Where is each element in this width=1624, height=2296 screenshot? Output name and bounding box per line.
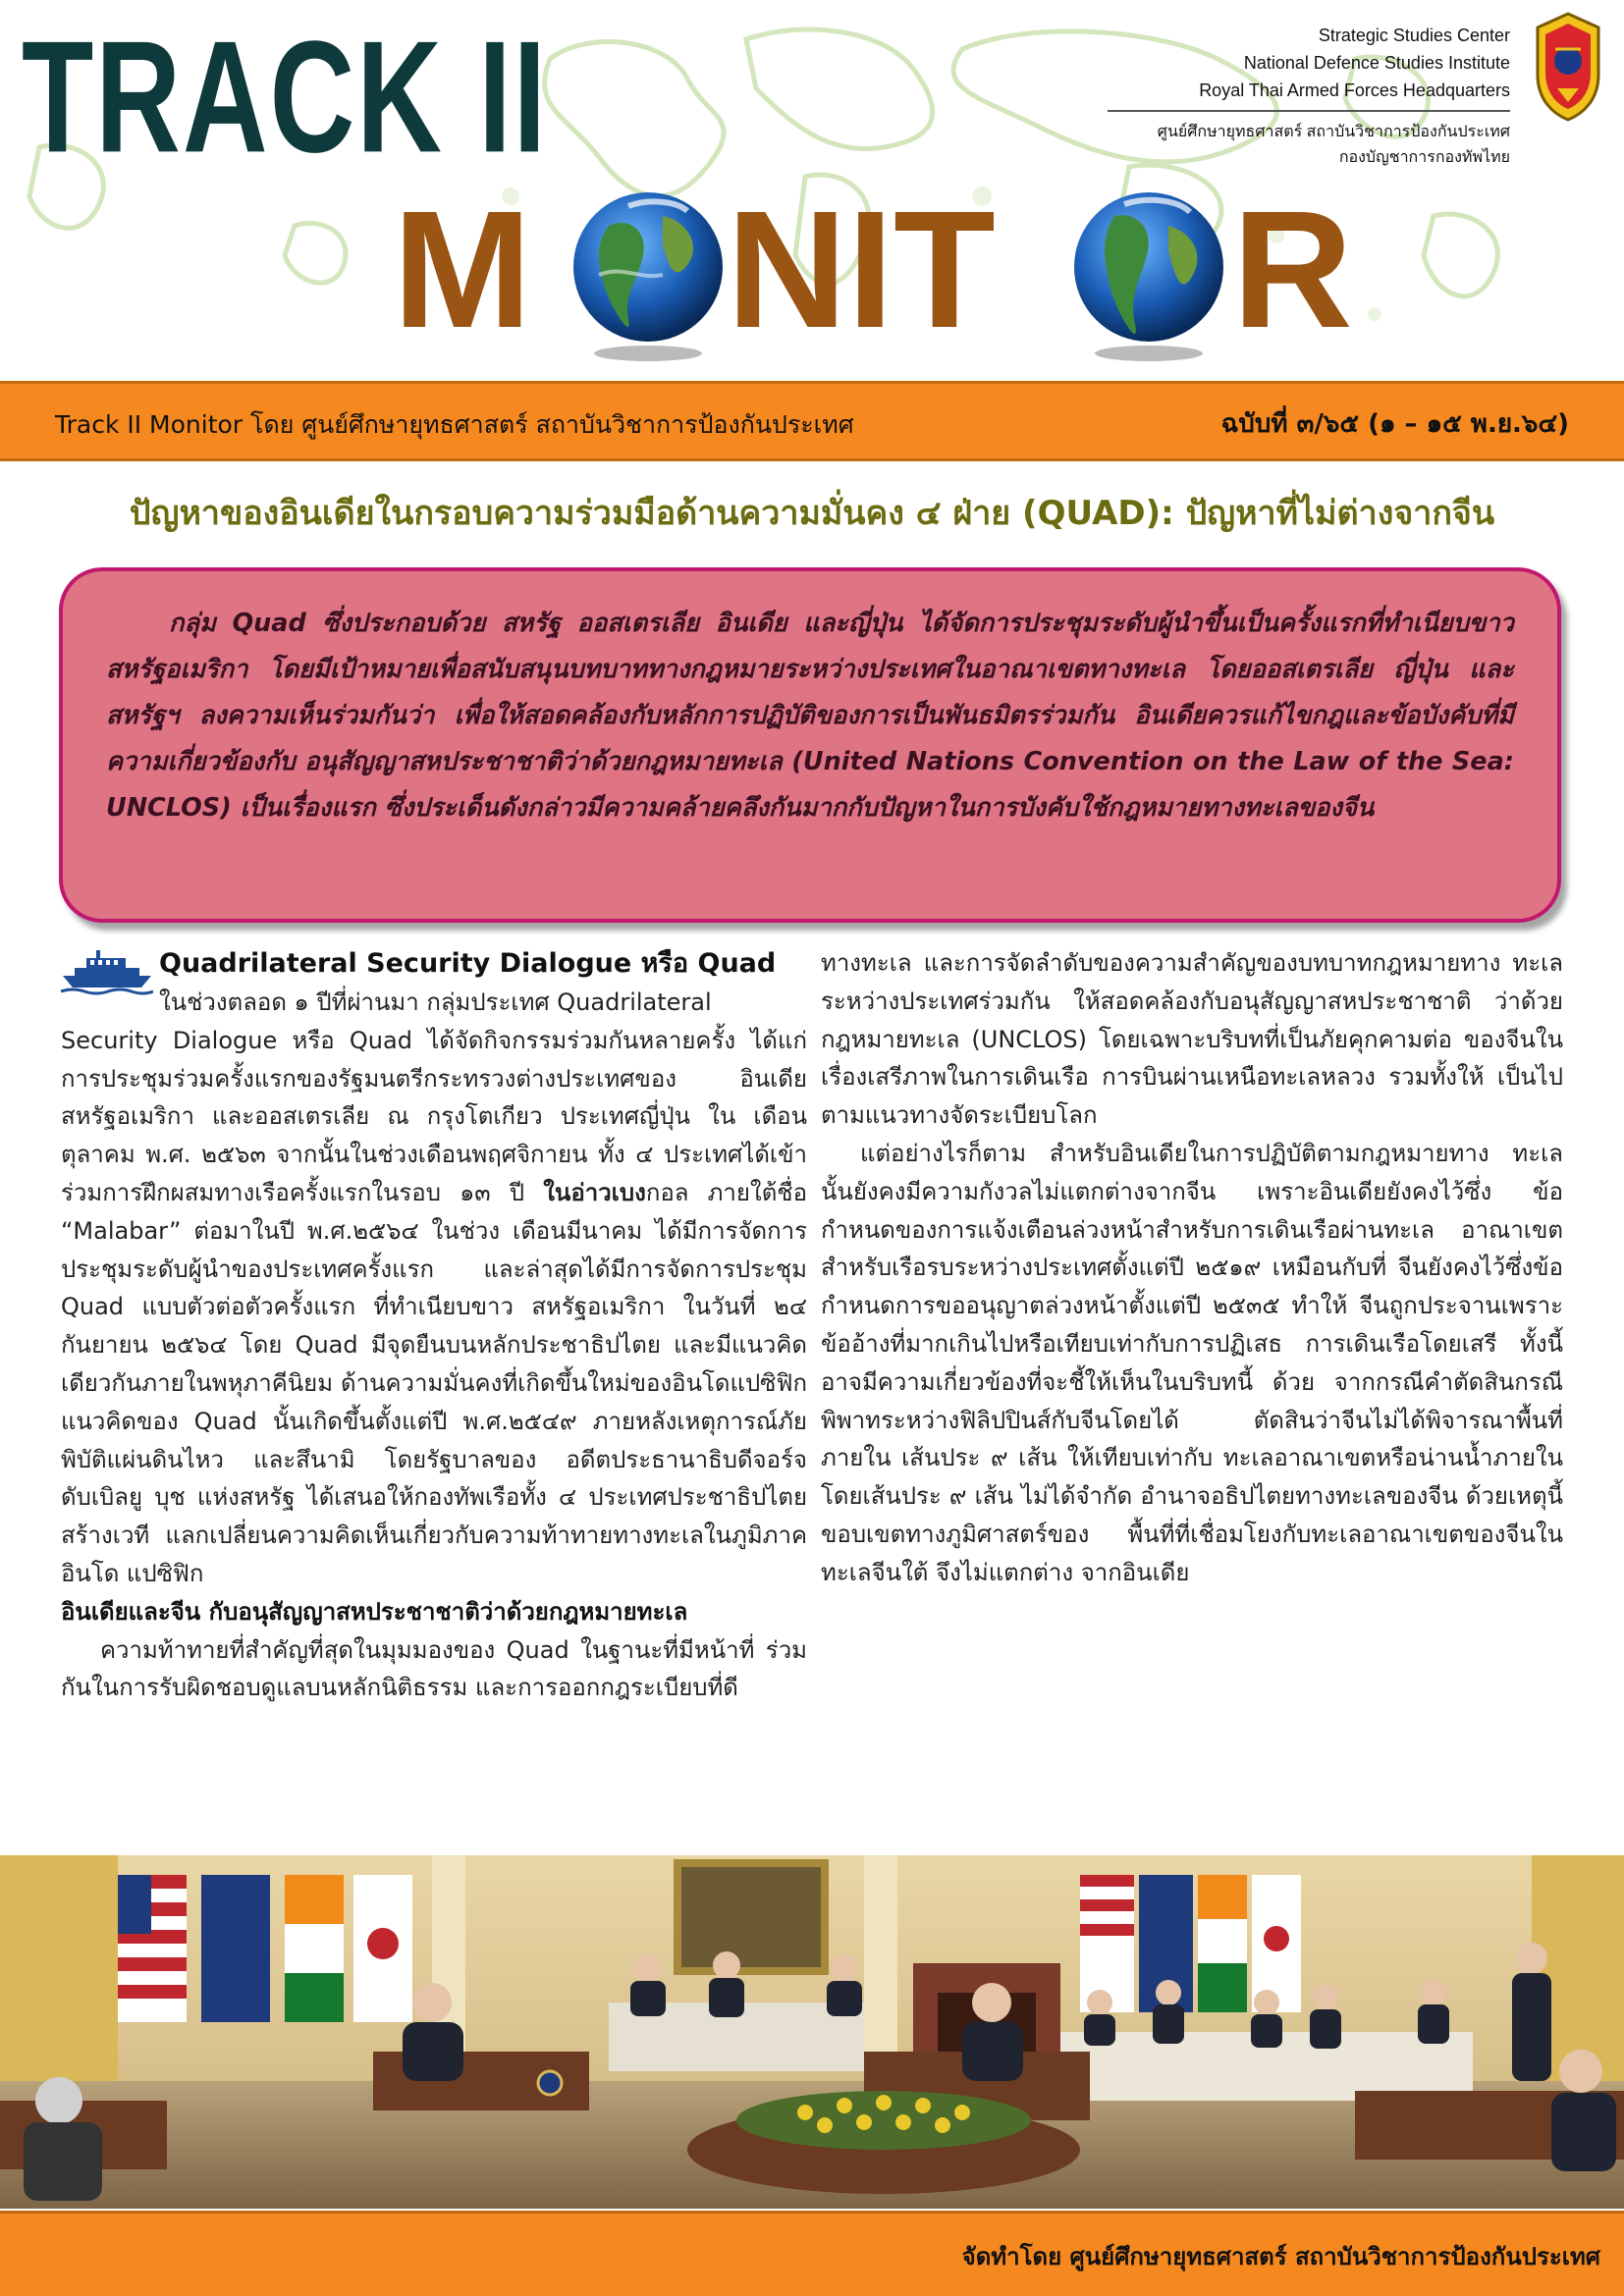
monitor-letter-m: M bbox=[393, 177, 532, 363]
unclos-paragraph: ความท้าทายที่สำคัญที่สุดในมุมมองของ Quad ในฐานะที่มีหน้าที่ ร่วมกันในการรับผิดชอบดูแลบนหลักนิติธรรม และการออกกฎระเบียบที่ดี bbox=[61, 1635, 807, 1702]
monitor-letters-nit: NIT bbox=[727, 177, 996, 363]
issue-bar bbox=[0, 381, 1624, 461]
flags-left bbox=[118, 1875, 412, 2022]
right-paragraph-1: ทางทะเล และการจัดลำดับของความสำคัญของบทบาทกฎหมายทาง ทะเลระหว่างประเทศร่วมกัน ให้สอดคล้องกับอนุสัญญาสหประชาชาติ ว่าด้วยกฎหมายทะเล (UNCLOS) โดยเฉพาะบริบทที่เป็นภัยคุกคามต่อ ของจีนในเรื่องเสรีภาพในการเดินเรือ การบินผ่านเหนือทะเลหลวง รวมทั้งให้ เป็นไปตามแนวทางจัดระเบียบโลก bbox=[821, 949, 1563, 1130]
left-column bbox=[61, 944, 807, 1707]
org-en-line-1: Strategic Studies Center bbox=[1318, 26, 1510, 45]
org-divider bbox=[1108, 110, 1510, 112]
footer-bar bbox=[0, 2211, 1624, 2296]
track-ii-title: TRACK II bbox=[22, 8, 548, 187]
quad-paragraph-lead: ในช่วงตลอด ๑ ปีที่ผ่านมา กลุ่มประเทศ Quadrilateral bbox=[159, 988, 712, 1016]
quad-summit-photo bbox=[0, 1855, 1624, 2209]
article-headline: ปัญหาของอินเดียในกรอบความร่วมมือด้านความมั่นคง ๔ ฝ่าย (QUAD): ปัญหาที่ไม่ต่างจากจีน bbox=[129, 494, 1495, 533]
summit-room-illustration bbox=[0, 1855, 1624, 2209]
right-column bbox=[821, 944, 1563, 1592]
quad-paragraph-part-b: กอล ภายใต้ชื่อ “Malabar” ต่อมาในปี พ.ศ.๒๕๖๔ ในช่วง เดือนมีนาคม ได้มีการจัดการประชุมระดับผู้นำของประเทศครั้งแรก และล่าสุดได้มีการจัดการประชุม Quad แบบตัวต่อตัวครั้งแรก ที่ทำเนียบขาว สหรัฐอเมริกา ในวันที่ ๒๔ กันยายน ๒๕๖๔ โดย Quad มีจุดยืนบนหลักประชาธิปไตย และมีแนวคิดเดียวกันภายในพหุภาคีนิยม ด้านความมั่นคงที่เกิดขึ้นใหม่ของอินโดแปซิฟิก แนวคิดของ Quad นั้นเกิดขึ้นตั้งแต่ปี พ.ศ.๒๕๔๙ ภายหลังเหตุการณ์ภัยพิบัติแผ่นดินไหว และสึนามิ โดยรัฐบาลของ อดีตประธานาธิบดีจอร์จ ดับเบิลยู บุช แห่งสหรัฐ ได้เสนอให้กองทัพเรือทั้ง ๔ ประเทศประชาธิปไตย สร้างเวที แลกเปลี่ยนความคิดเห็นเกี่ยวกับความท้าทายทางทะเลในภูมิภาคอินโด แปซิฟิก bbox=[61, 1178, 807, 1587]
quad-paragraph-body bbox=[61, 1022, 807, 1593]
quad-paragraph-part-a: Security Dialogue หรือ Quad ได้จัดกิจกรรมร่วมกันหลายครั้ง ได้แก่ การประชุมร่วมครั้งแรกของรัฐมนตรีกระทรวงต่างประเทศของ อินเดีย สหรัฐอเมริกา และออสเตรเลีย ณ กรุงโตเกียว ประเทศญี่ปุ่น ใน เดือนตุลาคม พ.ศ. ๒๕๖๓ จากนั้นในช่วงเดือนพฤศจิกายน ทั้ง ๔ ประเทศได้เข้าร่วมการฝึกผสมทางเรือครั้งแรกในรอบ ๑๓ ปี bbox=[61, 1026, 807, 1206]
summary-text: กลุ่ม Quad ซึ่งประกอบด้วย สหรัฐ ออสเตรเลีย อินเดีย และญี่ปุ่น ได้จัดการประชุมระดับผู้นำขึ้นเป็นครั้งแรกที่ทำเนียบขาวสหรัฐอเมริกา โดยมีเป้าหมายเพื่อสนับสนุนบทบาททางกฎหมายระหว่างประเทศในอาณาเขตทางทะเล โดยออสเตรเลีย ญี่ปุ่น และสหรัฐฯ ลงความเห็นร่วมกันว่า เพื่อให้สอดคล้องกับหลักการปฏิบัติของการเป็นพันธมิตรร่วมกัน อินเดียควรแก้ไขกฎและข้อบังคับที่มีความเกี่ยวข้องกับ อนุสัญญาสหประชาชาติว่าด้วยกฎหมายทะเล (United Nations Convention on the Law of the Sea: UNCLOS) เป็นเรื่องแรก ซึ่งประเด็นดังกล่าวมีความคล้ายคลึงกันมากกับปัญหาในการบังคับใช้กฎหมายทางทะเลของจีน bbox=[106, 609, 1514, 823]
issue-number: ฉบับที่ ๓/๖๕ (๑ – ๑๕ พ.ย.๖๔) bbox=[1220, 409, 1569, 439]
bay-of-bengal-bold: ในอ่าวเบง bbox=[543, 1178, 646, 1206]
section-heading-quad: Quadrilateral Security Dialogue หรือ Quad bbox=[159, 948, 777, 979]
section-heading-india-china: อินเดียและจีน กับอนุสัญญาสหประชาชาติว่าด้วยกฎหมายทะเล bbox=[61, 1597, 688, 1626]
publication-credit: Track II Monitor โดย ศูนย์ศึกษายุทธศาสตร์ สถาบันวิชาการป้องกันประเทศ bbox=[55, 410, 854, 439]
footer-credit: จัดทำโดย ศูนย์ศึกษายุทธศาสตร์ สถาบันวิชาการป้องกันประเทศ bbox=[961, 2243, 1600, 2270]
monitor-title bbox=[393, 177, 1375, 373]
globe-icon bbox=[569, 187, 727, 363]
org-th-line-1: ศูนย์ศึกษายุทธศาสตร์ สถาบันวิชาการป้องกันประเทศ bbox=[1157, 124, 1510, 140]
organization-block bbox=[1108, 22, 1510, 171]
ship-icon bbox=[61, 948, 153, 995]
org-en-line-2: National Defence Studies Institute bbox=[1243, 53, 1510, 73]
org-th-line-2: กองบัญชาการกองทัพไทย bbox=[1338, 149, 1510, 166]
org-en-line-3: Royal Thai Armed Forces Headquarters bbox=[1199, 80, 1510, 100]
right-paragraph-2: แต่อย่างไรก็ตาม สำหรับอินเดียในการปฏิบัติตามกฎหมายทาง ทะเลนั้นยังคงมีความกังวลไม่แตกต่างจากจีน เพราะอินเดียยังคงไว้ซึ่ง ข้อกำหนดของการแจ้งเตือนล่วงหน้าสำหรับการเดินเรือผ่านทะเล อาณาเขตสำหรับเรือรบระหว่างประเทศตั้งแต่ปี ๒๕๑๙ เหมือนกับที่ จีนยังคงไว้ซึ่งข้อกำหนดการขออนุญาตล่วงหน้าตั้งแต่ปี ๒๕๓๕ ทำให้ จีนถูกประจานเพราะข้ออ้างที่มากเกินไปหรือเทียบเท่ากับการปฏิเสธ การเดินเรือโดยเสรี ทั้งนี้อาจมีความเกี่ยวข้องที่จะชี้ให้เห็นในบริบทนี้ ด้วย จากกรณีคำตัดสินกรณีพิพาทระหว่างฟิลิปปินส์กับจีนโดยได้ ตัดสินว่าจีนไม่ได้พิจารณาพื้นที่ภายใน เส้นประ ๙ เส้น ให้เทียบเท่ากับ ทะเลอาณาเขตหรือน่านน้ำภายใน โดยเส้นประ ๙ เส้น ไม่ได้จำกัด อำนาจอธิปไตยทางทะเลของจีน ด้วยเหตุนี้ ขอบเขตทางภูมิศาสตร์ของ พื้นที่ที่เชื่อมโยงกับทะเลอาณาเขตของจีนในทะเลจีนใต้ จึงไม่แตกต่าง จากอินเดีย bbox=[821, 1139, 1563, 1586]
masthead bbox=[0, 0, 1624, 378]
ssc-emblem-icon bbox=[1528, 10, 1608, 124]
summary-box bbox=[59, 567, 1561, 923]
globe-icon bbox=[1070, 187, 1227, 363]
monitor-letter-r: R bbox=[1232, 177, 1353, 363]
